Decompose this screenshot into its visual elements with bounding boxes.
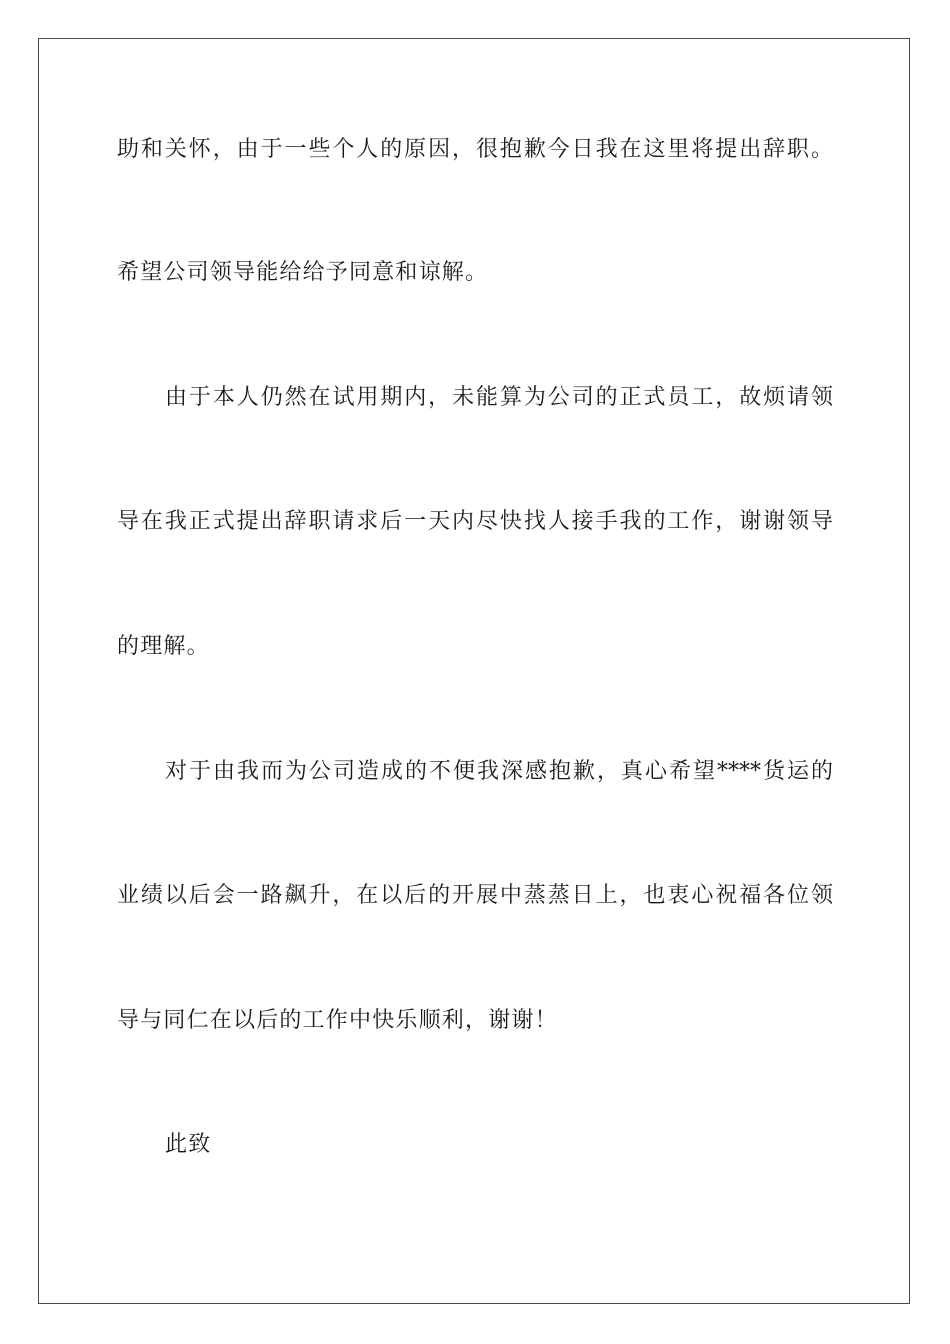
text-line-1: 助和关怀，由于一些个人的原因，很抱歉今日我在这里将提出辞职。 bbox=[117, 137, 833, 162]
text-line-5: 的理解。 bbox=[117, 634, 210, 659]
text-line-3: 由于本人仍然在试用期内，未能算为公司的正式员工，故烦请领 bbox=[165, 385, 833, 410]
text-line-6: 对于由我而为公司造成的不便我深感抱歉，真心希望****货运的 bbox=[165, 759, 833, 784]
text-line-2: 希望公司领导能给给予同意和谅解。 bbox=[117, 260, 489, 285]
text-line-4: 导在我正式提出辞职请求后一天内尽快找人接手我的工作，谢谢领导 bbox=[117, 509, 833, 534]
text-line-7: 业绩以后会一路飙升，在以后的开展中蒸蒸日上，也衷心祝福各位领 bbox=[117, 883, 833, 908]
text-line-8: 导与同仁在以后的工作中快乐顺利，谢谢！ bbox=[117, 1008, 558, 1033]
text-line-9: 此致 bbox=[165, 1132, 212, 1157]
page-border bbox=[38, 38, 910, 1304]
